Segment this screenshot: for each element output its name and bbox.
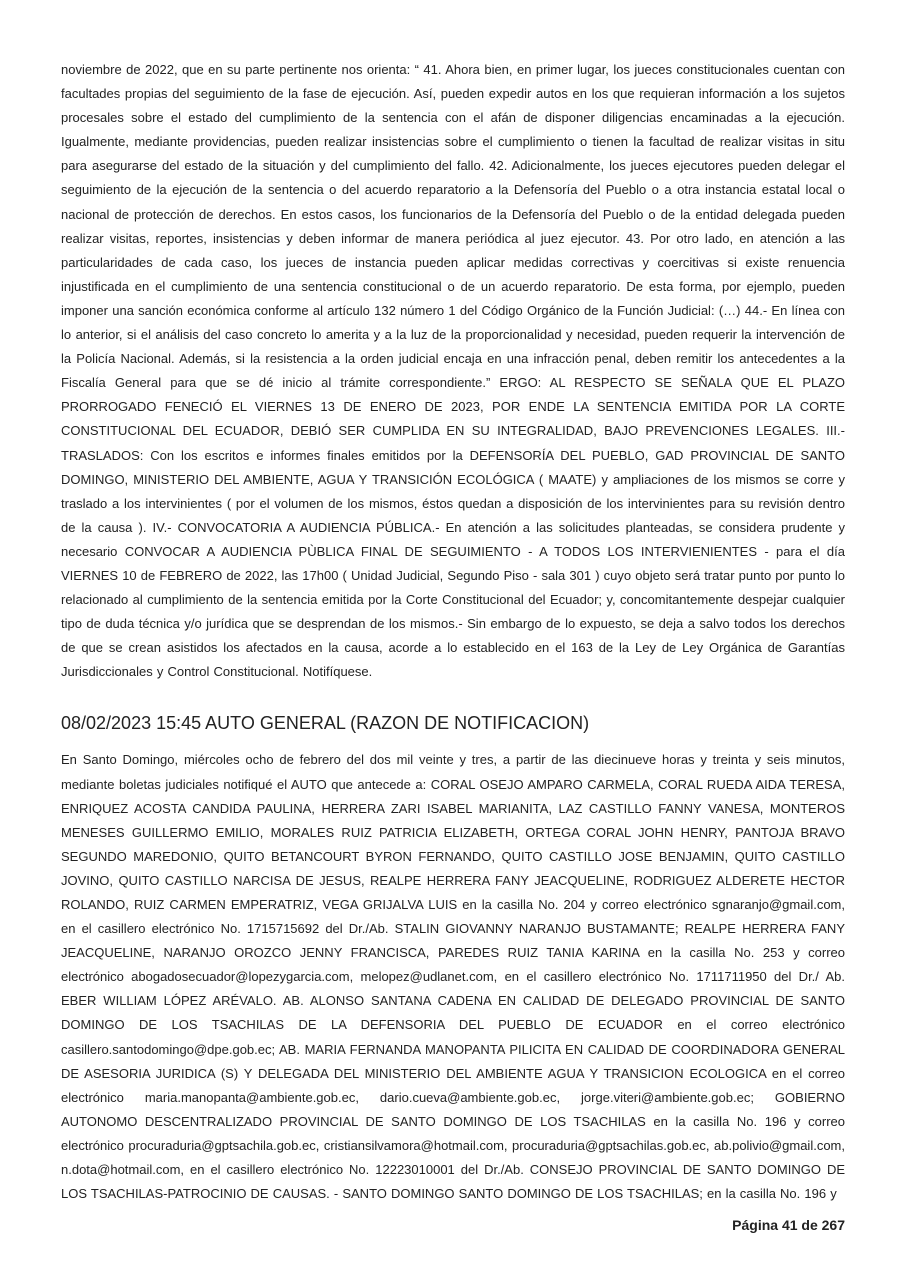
section-heading: 08/02/2023 15:45 AUTO GENERAL (RAZON DE NOTIFICACION) <box>61 713 590 734</box>
page-number: Página 41 de 267 <box>732 1217 845 1233</box>
body-paragraph-1: noviembre de 2022, que en su parte pertinente nos orienta: “ 41. Ahora bien, en primer lugar, los jueces constitucionales cuentan con facultades propias del seguimiento de la fase de ejecución. Así, pueden expedir autos en los que requieran información a los sujetos procesales sobre el estado del cumplimiento de la sentencia con el afán de disponer diligencias encaminadas a la ejecución. Igualmente, mediante providencias, pueden realizar insistencias sobre el cumplimiento o tienen la facultad de realizar visitas in situ para asegurarse del estado de la situación y del cumplimiento del fallo. 42. Adicionalmente, los jueces ejecutores pueden delegar el seguimiento de la ejecución de la sentencia o del acuerdo reparatorio a la Defensoría del Pueblo o a otra instancia estatal local o nacional de protección de derechos. En estos casos, los funcionarios de la Defensoría del Pueblo o de la entidad delegada pueden realizar visitas, reportes, insistencias y deben informar de manera periódica al juez ejecutor. 43. Por otro lado, en atención a las particularidades de cada caso, los jueces de instancia pueden aplicar medidas correctivas y coercitivas si existe renuencia injustificada en el cumplimiento de una sentencia constitucional o de un acuerdo reparatorio. De esta forma, por ejemplo, pueden imponer una sanción económica conforme al artículo 132 número 1 del Código Orgánico de la Función Judicial: (…) 44.- En línea con lo anterior, si el análisis del caso concreto lo amerita y a la luz de la proporcionalidad y necesidad, pueden requerir la intervención de la Policía Nacional. Además, si la resistencia a la orden judicial encaja en una infracción penal, deben remitir los antecedentes a la Fiscalía General para que se dé inicio al trámite correspondiente.” ERGO: AL RESPECTO SE SEÑALA QUE EL PLAZO PRORROGADO FENECIÓ EL VIERNES 13 DE ENERO DE 2023, POR ENDE LA SENTENCIA EMITIDA POR LA CORTE CONSTITUCIONAL DEL ECUADOR, DEBIÓ SER CUMPLIDA EN SU INTEGRALIDAD, BAJO PREVENCIONES LEGALES. III.- TRASLADOS: Con los escritos e informes finales emitidos por la DEFENSORÍA DEL PUEBLO, GAD PROVINCIAL DE SANTO DOMINGO, MINISTERIO DEL AMBIENTE, AGUA Y TRANSICIÓN ECOLÓGICA ( MAATE) y ampliaciones de los mismos se corre y traslado a los intervinientes ( por el volumen de los mismos, éstos quedan a disposición de los intervinientes para su revisión dentro de la causa ). IV.- CONVOCATORIA A AUDIENCIA PÚBLICA.- En atención a las solicitudes planteadas, se considera prudente y necesario CONVOCAR A AUDIENCIA PÙBLICA FINAL DE SEGUIMIENTO - A TODOS LOS INTERVIENIENTES - para el día VIERNES 10 de FEBRERO de 2022, las 17h00 ( Unidad Judicial, Segundo Piso - sala 301 ) cuyo objeto será tratar punto por punto lo relacionado al cumplimiento de la sentencia emitida por la Corte Constitucional del Ecuador; y, concomitantemente despejar cualquier tipo de duda técnica y/o jurídica que se desprendan de los mismos.- Sin embargo de lo expuesto, se deja a salvo todos los derechos de que se crean asistidos los afectados en la causa, acorde a lo establecido en el 163 de la Ley de Ley Orgánica de Garantías Jurisdiccionales y Control Constitucional. Notifíquese. <box>61 62 845 680</box>
body-paragraph-2: En Santo Domingo, miércoles ocho de febrero del dos mil veinte y tres, a partir de las diecinueve horas y treinta y seis minutos, mediante boletas judiciales notifiqué el AUTO que antecede a: CORAL OSEJO AMPARO CARMELA, CORAL RUEDA AIDA TERESA, ENRIQUEZ ACOSTA CANDIDA PAULINA, HERRERA ZARI ISABEL MARIANITA, LAZ CASTILLO FANNY VANESA, MONTEROS MENESES GUILLERMO EMILIO, MORALES RUIZ PATRICIA ELIZABETH, ORTEGA CORAL JOHN HENRY, PANTOJA BRAVO SEGUNDO MAREDONIO, QUITO BETANCOURT BYRON FERNANDO, QUITO CASTILLO JOSE BENJAMIN, QUITO CASTILLO JOVINO, QUITO CASTILLO NARCISA DE JESUS, REALPE HERRERA FANY JEACQUELINE, RODRIGUEZ ALDERETE HECTOR ROLANDO, RUIZ CARMEN EMPERATRIZ, VEGA GRIJALVA LUIS en la casilla No. 204 y correo electrónico sgnaranjo@gmail.com, en el casillero electrónico No. 1715715692 del Dr./Ab. STALIN GIOVANNY NARANJO BUSTAMANTE; REALPE HERRERA FANY JEACQUELINE, NARANJO OROZCO JENNY FRANCISCA, PAREDES RUIZ TANIA KARINA en la casilla No. 253 y correo electrónico abogadosecuador@lopezygarcia.com, melopez@udlanet.com, en el casillero electrónico No. 1711711950 del Dr./ Ab. EBER WILLIAM LÓPEZ ARÉVALO. AB. ALONSO SANTANA CADENA EN CALIDAD DE DELEGADO PROVINCIAL DE SANTO DOMINGO DE LOS TSACHILAS DE LA DEFENSORIA DEL PUEBLO DE ECUADOR en el correo electrónico casillero.santodomingo@dpe.gob.ec; AB. MARIA FERNANDA MANOPANTA PILICITA EN CALIDAD DE COORDINADORA GENERAL DE ASESORIA JURIDICA (S) Y DELEGADA DEL MINISTERIO DEL AMBIENTE AGUA Y TRANSICION ECOLOGICA en el correo electrónico maria.manopanta@ambiente.gob.ec, dario.cueva@ambiente.gob.ec, jorge.viteri@ambiente.gob.ec; GOBIERNO AUTONOMO DESCENTRALIZADO PROVINCIAL DE SANTO DOMINGO DE LOS TSACHILAS en la casilla No. 196 y correo electrónico procuraduria@gptsachila.gob.ec, cristiansilvamora@hotmail.com, procuraduria@gptsachilas.gob.ec, ab.polivio@gmail.com, n.dota@hotmail.com, en el casillero electrónico No. 12223010001 del Dr./Ab. CONSEJO PROVINCIAL DE SANTO DOMINGO DE LOS TSACHILAS-PATROCINIO DE CAUSAS. - SANTO DOMINGO SANTO DOMINGO DE LOS TSACHILAS; en la casilla No. 196 y <box>61 752 845 1202</box>
document-page <box>61 58 845 1206</box>
